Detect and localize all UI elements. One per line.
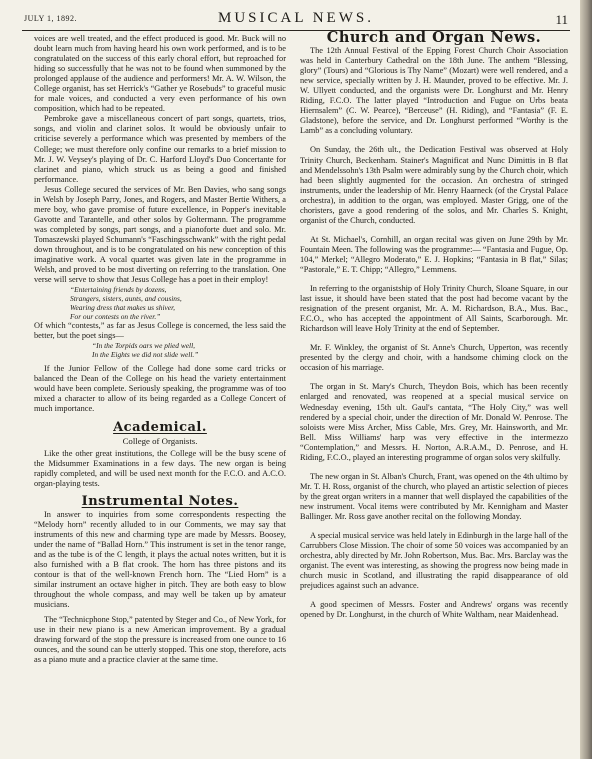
verse-line: Wearing dress that makes us shiver, <box>70 303 175 313</box>
article-paragraph: At St. Michael's, Cornhill, an organ recital was given on June 29th by Mr. Fountain Meen. The following was the programme:— “Fantasia and Fugue, Op. 104,” Merkel; “Allegro Moderato,” E. J. Hopkins; “Fantasia in B flat,” Silas; “Pastorale,” E. T. Chipp; “Allegro,” Lemmens. <box>300 234 568 274</box>
article-paragraph: The 12th Annual Festival of the Epping Forest Church Choir Association was held in Canterbury Cathedral on the 18th June. The anthem “Blessing, glory” (Tours) and “Glorious is Thy Name” (Mozart) were well rendered, and a new service, specially written by J. H. Maunder, proved to be effective. Mr. J. W. Ullyett conducted, and the organists were Dr. Longhurst and Mr. Henry Riding, F.C.O. The latter played “Introduction and Fugue on Urbs beata Hiernsalem” (C. W. Pearce), “Berceuse” (H. Riding), and “Fantasia” (F. E. Gladstone), before the service, and Dr. Longhurst performed “Worthy is the Lamb” as a concluding voluntary. <box>300 46 568 136</box>
page-header <box>22 8 570 31</box>
section-heading-church-organ: Church and Organ News. <box>326 29 542 46</box>
article-paragraph: If the Junior Fellow of the College had done some card tricks or balanced the Dean of the College on his head the variety entertainment would have been complete. Seriously speaking, the programme was of too mixed a character to allow of its being regarded as a College Concert of much importance. <box>34 364 286 414</box>
article-paragraph: A good specimen of Messrs. Foster and Andrews' organs was recently opened by Dr. Longhurst, in the church of White Waltham, near Maidenhead. <box>300 600 568 620</box>
article-paragraph: Of which “contests,” as far as Jesus College is concerned, the less said the better, but the poet sings— <box>34 321 286 341</box>
section-heading-academical: Academical. <box>113 419 207 435</box>
article-paragraph: Mr. F. Winkley, the organist of St. Anne's Church, Upperton, was recently presented by the clergy and choir, with a handsome chiming clock on the occasion of his marriage. <box>300 343 568 373</box>
article-paragraph: On Sunday, the 26th ult., the Dedication Festival was observed at Holy Trinity Church, Beckenham. Stainer's Magnificat and Nunc Dimittis in B flat and Mendelssohn's 13th Psalm were admirably sung by the Church choir, which had been slightly augmented for the occasion. An orchestra of stringed instruments, under the leadership of Mr. Henry Haarneck (of the Crystal Palace orchestra), in addition to the organ, was employed. Master Grigg, one of the choristers, gave a good rendering of the solos, and Mr. Charles S. Knight, organist of the Church, conducted. <box>300 145 568 225</box>
page-number: 11 <box>555 12 568 27</box>
verse-line: “Entertaining friends by dozens, <box>70 285 167 295</box>
article-paragraph: In answer to inquiries from some correspondents respecting the “Melody horn” recently alluded to in our Comments, we may say that instruments of this new and charming type are made by Messrs. Boosey, under the name of “Ballad Horn.” This instrument is set in the tenor range, and as the tube is of the C length, it plays the actual notes written, but it is also furnished with a B flat crook. The horn has three pistons and its contour is that of the well-known French horn. The “Lied Horn” is a similar instrument an octave higher in pitch. They are both easy to blow throughout the whole compass, and may well be taken up by amateur musicians. <box>34 509 286 610</box>
book-spine-edge <box>580 0 592 759</box>
left-column <box>34 34 286 666</box>
verse-line: “In the Torpids oars we plied well, <box>92 341 195 351</box>
article-paragraph: Pembroke gave a miscellaneous concert of part songs, quartets, trios, songs, and violin and clarinet solos. It would be obviously unfair to criticise severely a performance which was presented by members of the College; we must therefore only confine our remarks to a brief mission to Mr. J. W. Veysey's playing of Dr. C. Harford Lloyd's Duo Concertante for clarinet and piano, which struck us as being a good and finished performance. <box>34 114 286 184</box>
verse-line: Strangers, sisters, aunts, and cousins, <box>70 294 182 304</box>
issue-date: JULY 1, 1892. <box>24 14 77 23</box>
article-paragraph: The new organ in St. Alban's Church, Frant, was opened on the 4th ultimo by Mr. T. H. Ross, organist of the church, who played an artistic selection of pieces by the great organ writers in a manner that well displayed the capabilities of the new instrument. Vocal items were contributed by Mr. Kennigham and Master Ballinger. Mr. Ross gave another recital on the following Monday. <box>300 471 568 521</box>
verse-line: For our contests on the river.” <box>70 312 161 322</box>
article-paragraph: Jesus College secured the services of Mr. Ben Davies, who sang songs in Welsh by Joseph Parry, Jones, and Rogers, and Master Bertie Withers, a mere boy, who gave promise of future excellence, in Popper's inevitable Gavotte and Tarantelle, and other solos by Goltermann. The programme was completed by songs, part songs, and a pianoforte duet and solo. Mr. Tomaszewski played Schumann's “Faschingsschwank” with the right pedal down throughout, and is to be congratulated on his new conception of this imaginative work. A vocal quartet was given late in the programme in Welsh, and proved to be most diverting on referring to the translation. One verse will serve to show that Jesus College has a poet in their employ! <box>34 184 286 285</box>
article-paragraph: Like the other great institutions, the College will be the busy scene of the Midsummer Examinations in a few days. The new organ is being rapidly completed, and will be used next month for the F.C.O. and A.C.O. organ-playing tests. <box>34 448 286 488</box>
article-paragraph: voices are well treated, and the effect produced is good. Mr. Buck will no doubt learn much from having heard his own work performed, and is to be congratulated on the success of this early choral effort, but reproached for hiding so successfully that he was not to be found when summoned by the prolonged applause of the audience and performers! Mr. A. W. Wilson, the College organist, has set Herrick's “Gather ye Rosebuds” to graceful music for male voices, and conducted a very even performance of his own composition, which had to be repeated. <box>34 34 286 114</box>
article-paragraph: In referring to the organistship of Holy Trinity Church, Sloane Square, in our last issue, it should have been stated that the post had become vacant by the resignation of the present organist, Mr. A. M. Richardson, B.A., Mus. Bac., F.C.O., who has accepted the appointment of All Saints, Scarborough. Mr. Richardson will leave Holy Trinity at the end of September. <box>300 284 568 334</box>
article-paragraph: A special musical service was held lately in Edinburgh in the large hall of the Carrubbers Close Mission. The choir of some 50 voices was accompanied by an orchestra, ably directed by Mr. John Robertson, Mus. Bac. Mrs. Barclay was the organist. The event was interesting, as showing the progress now being made in church music in Scotland, and illustrating the rapid disappearance of old prejudices against such an advance. <box>300 531 568 591</box>
section-heading-instrumental: Instrumental Notes. <box>81 493 239 509</box>
article-paragraph: The organ in St. Mary's Church, Theydon Bois, which has been recently enlarged and renovated, was reopened at a special musical service on Wednesday evening, 15th ult. Gaul's cantata, “The Holy City,” was well rendered by a special choir, under the direction of Mr. Donald W. Penrose. The soloists were Miss Archer, Miss Cable, Mrs. Grey, Mr. Hainsworth, and Mr. Bell. Miss Williams' harp was very effective in the intermezzo “Contemplation,” and Messrs. H. Norton, A.R.A.M., D. Penrose, and H. Riding, F.C.O., played an interesting programme of organ solos very skilfully. <box>300 382 568 462</box>
verse-line: In the Eights we did not slide well.” <box>92 350 199 360</box>
right-column <box>300 29 568 620</box>
section-subheading: College of Organists. <box>122 435 198 446</box>
masthead-title: MUSICAL NEWS. <box>218 10 374 26</box>
article-paragraph: The “Technicphone Stop,” patented by Steger and Co., of New York, for use in their new piano is a new American improvement. By a gradual drawing forward of the stop the pressure is increased from one ounce to 16 ounces, and the sound can be utterly stopped. This one stop, therefore, acts as a piano mute and a practice clavier at the same time. <box>34 615 286 665</box>
